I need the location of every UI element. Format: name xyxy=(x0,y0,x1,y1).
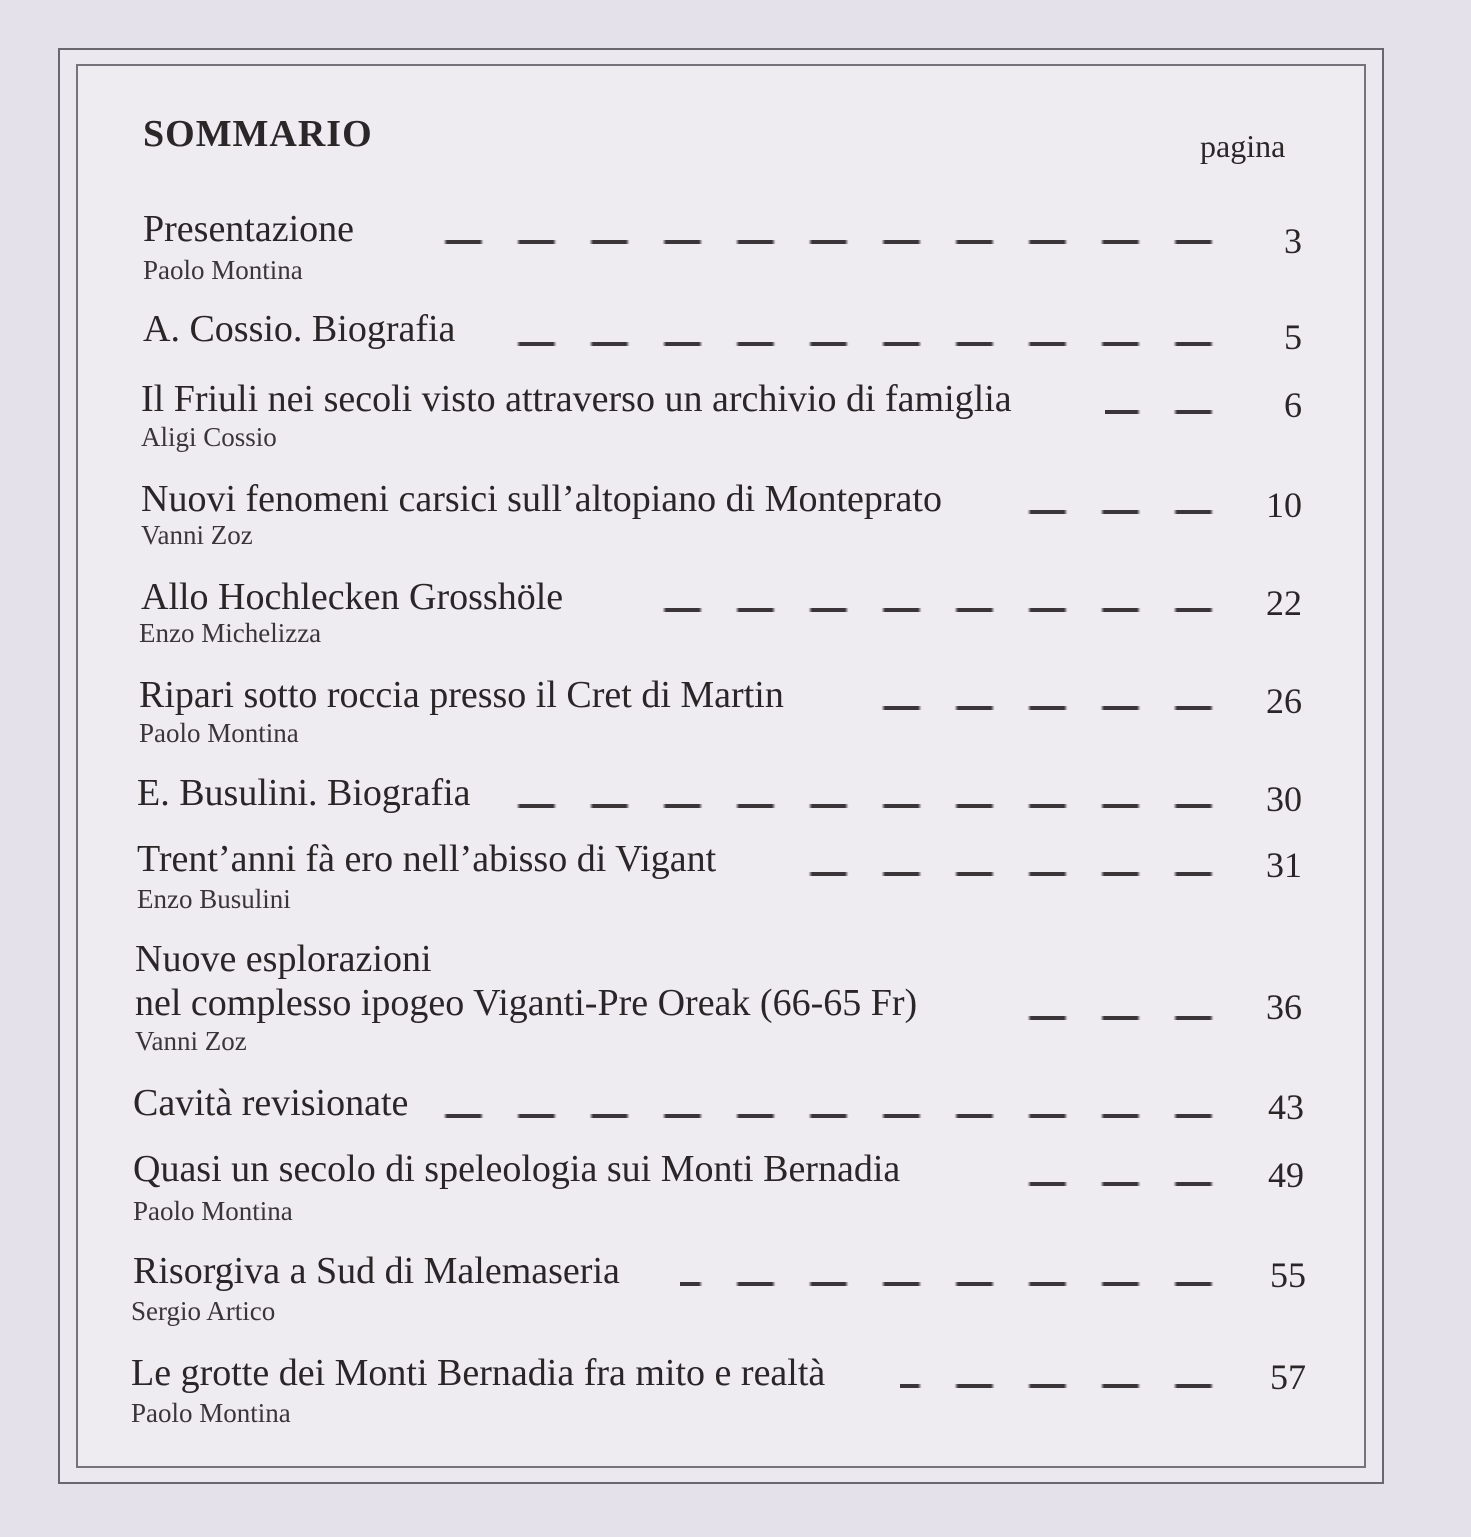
dot-leader xyxy=(900,1384,1230,1388)
entry-author: Enzo Michelizza xyxy=(139,618,322,648)
entry-author: Sergio Artico xyxy=(131,1296,276,1326)
entry-page-number: 6 xyxy=(1284,385,1302,425)
entry-page-number: 3 xyxy=(1284,221,1302,261)
entry-page-number: 10 xyxy=(1266,485,1302,525)
entry-page-number: 30 xyxy=(1266,779,1302,819)
entry-page-number: 31 xyxy=(1266,845,1302,885)
entry-title-line-2: nel complesso ipogeo Viganti-Pre Oreak (66-65 Fr) xyxy=(135,982,918,1024)
dot-leader xyxy=(1105,410,1230,414)
toc-heading: SOMMARIO xyxy=(143,113,373,155)
entry-page-number: 49 xyxy=(1268,1155,1304,1195)
dot-leader xyxy=(1015,510,1230,514)
entry-title: Allo Hochlecken Grosshöle xyxy=(141,576,564,618)
entry-title: Le grotte dei Monti Bernadia fra mito e realtà xyxy=(131,1352,826,1394)
entry-author: Paolo Montina xyxy=(143,255,303,285)
entry-author: Vanni Zoz xyxy=(135,1026,247,1056)
dot-leader xyxy=(680,1282,1230,1286)
entry-author: Aligi Cossio xyxy=(141,422,277,452)
entry-page-number: 43 xyxy=(1268,1087,1304,1127)
entry-title: Risorgiva a Sud di Malemaseria xyxy=(133,1250,620,1292)
dot-leader xyxy=(1015,1016,1230,1020)
entry-title: Nuovi fenomeni carsici sull’altopiano di Monteprato xyxy=(141,478,942,520)
entry-page-number: 57 xyxy=(1270,1357,1306,1397)
entry-title: Il Friuli nei secoli visto attraverso un archivio di famiglia xyxy=(141,378,1012,420)
dot-leader xyxy=(1000,1182,1230,1186)
dot-leader xyxy=(430,240,1230,244)
entry-author: Paolo Montina xyxy=(131,1398,291,1428)
entry-title: Ripari sotto roccia presso il Cret di Martin xyxy=(139,674,784,716)
dot-leader xyxy=(790,872,1230,876)
dot-leader xyxy=(500,342,1230,346)
page-column-label: pagina xyxy=(1200,128,1286,164)
dot-leader xyxy=(440,1114,1230,1118)
dot-leader xyxy=(640,608,1230,612)
entry-page-number: 22 xyxy=(1266,583,1302,623)
entry-title: Quasi un secolo di speleologia sui Monti Bernadia xyxy=(133,1148,901,1190)
entry-page-number: 5 xyxy=(1284,317,1302,357)
entry-title: Presentazione xyxy=(143,208,355,250)
entry-page-number: 26 xyxy=(1266,681,1302,721)
dot-leader xyxy=(510,804,1230,808)
entry-title: Cavità revisionate xyxy=(133,1082,409,1124)
entry-author: Enzo Busulini xyxy=(137,884,291,914)
entry-author: Paolo Montina xyxy=(133,1196,293,1226)
entry-page-number: 55 xyxy=(1270,1255,1306,1295)
entry-author: Paolo Montina xyxy=(139,718,299,748)
entry-title: Nuove esplorazioni xyxy=(135,938,432,980)
entry-page-number: 36 xyxy=(1266,987,1302,1027)
dot-leader xyxy=(860,706,1230,710)
entry-author: Vanni Zoz xyxy=(141,520,253,550)
entry-title: E. Busulini. Biografia xyxy=(137,772,471,814)
entry-title: A. Cossio. Biografia xyxy=(143,308,456,350)
entry-title: Trent’anni fà ero nell’abisso di Vigant xyxy=(137,838,717,880)
